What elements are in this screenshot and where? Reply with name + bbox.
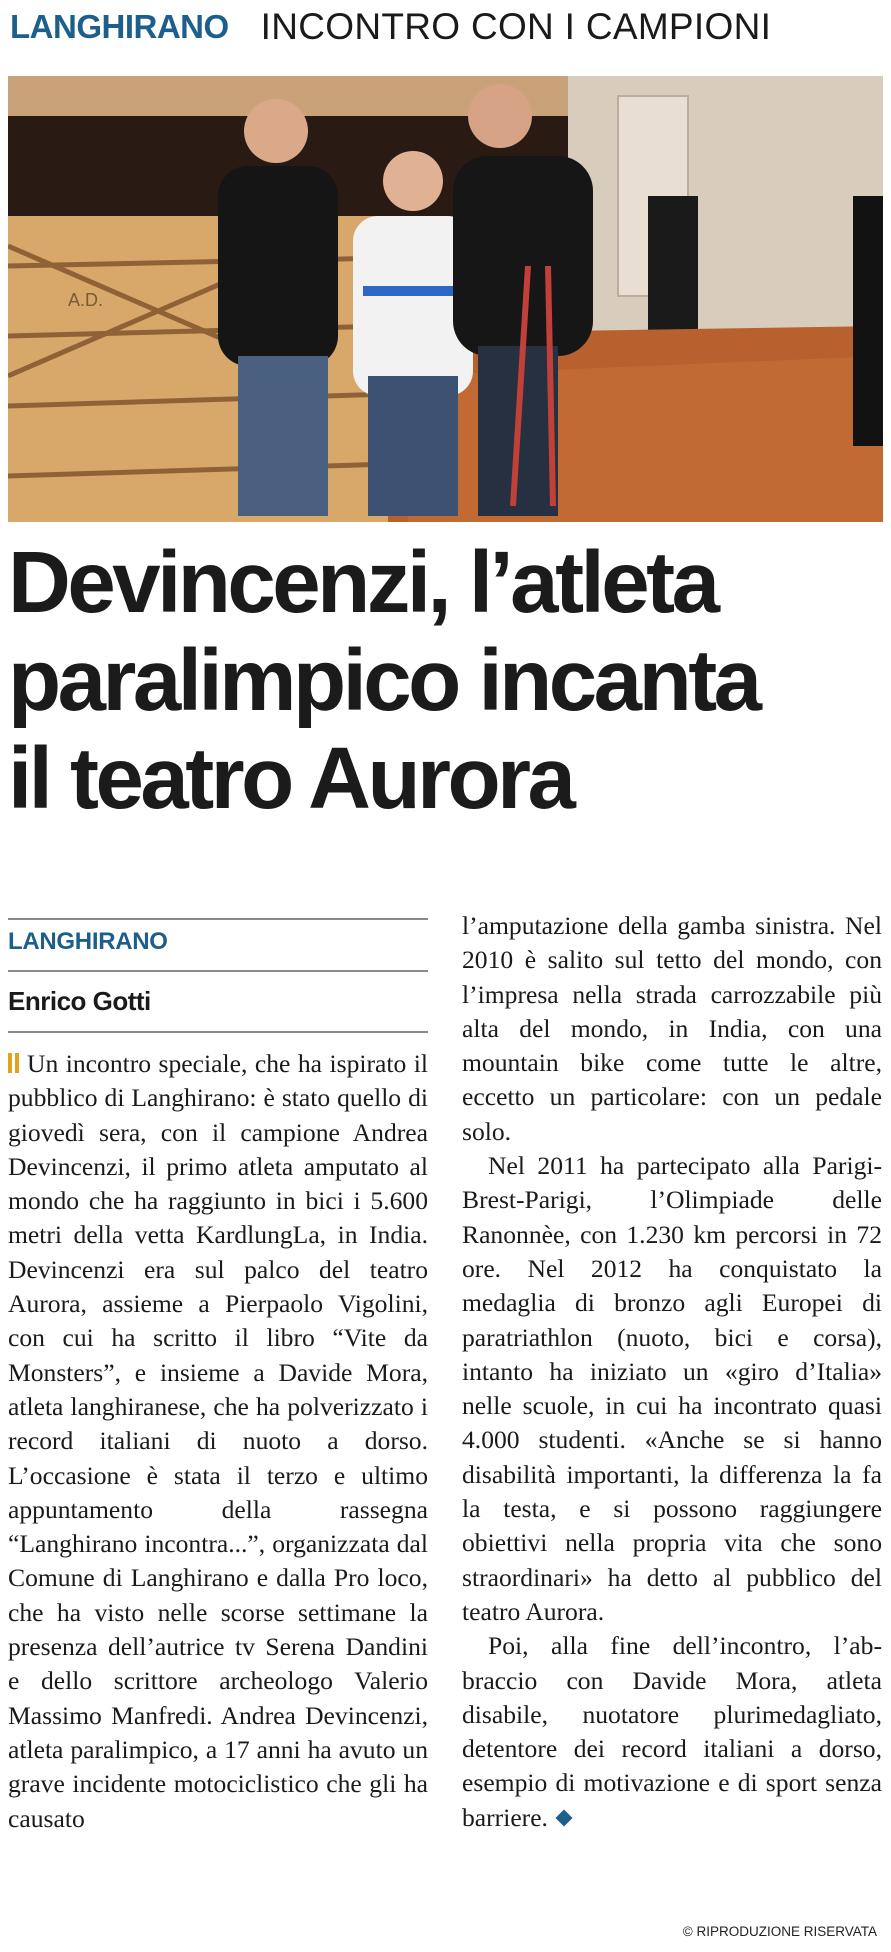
headline-line-3: il teatro Aurora: [8, 730, 573, 827]
headline-line-2: paralimpico incanta: [8, 632, 759, 729]
copyright-notice: © RIPRODUZIONE RISERVATA: [682, 1924, 877, 1939]
paragraph-final: [462, 1629, 882, 1835]
paragraph-text: Un incontro speciale, che ha ispirato il pubblico di Langhirano: è stato quello di giovedì sera, con il campione Andrea Devincenzi, il primo atleta amputato al mondo che ha raggiunto in bici i 5.600 metri della vetta KardlungLa, in India. Devincenzi era sul palco del teatro Aurora, assieme a Pierpaolo Vigolini, con cui ha scritto il libro “Vite da Monsters”, e insieme a Davide Mora, atleta langhiranese, che ha polverizzato i record italiani di nuoto a dorso. L’occasione è stata il terzo e ultimo appuntamento della rassegna “Langhirano incontra...”, organizzata dal Comune di Langhirano e dalla Pro loco, che ha visto nelle scorse settimane la presenza dell’autrice tv Serena Dandini e dello scrittore archeologo Valerio Massimo Manfredi. Andrea Devincenzi, atleta paralimpico, a 17 anni ha avuto un grave incidente motociclistico che gli ha causato: [8, 1049, 428, 1833]
section-label: LANGHIRANO: [10, 8, 229, 45]
divider-top: [8, 918, 428, 920]
headline-line-1: Devincenzi, l’atleta: [8, 534, 717, 631]
photo-illustration: [8, 76, 883, 522]
paragraph: l’amputazione della gamba sinistra. Nel 2010 è salito sul tetto del mondo, con l’impresa nella strada carrozzabile più alta del mondo, in India, con una mountain bike come tutte le altre, eccetto un particolare: con un pedale solo.: [462, 911, 882, 1146]
paragraph-lead: [8, 1047, 428, 1836]
section-kicker: INCONTRO CON I CAMPIONI: [260, 6, 772, 47]
paragraph-text: Poi, alla fine dell’incontro, l’abbraccio con Davide Mora, atleta disabile, nuotatore plurimedagliato, detentore dei record italiani a dorso, esempio di motivazione e di sport senza barriere.: [462, 1631, 882, 1832]
lead-marker: [15, 1053, 19, 1073]
lead-marker: [8, 1053, 12, 1073]
article-headline: [8, 534, 878, 828]
byline: Enrico Gotti: [8, 986, 151, 1016]
article-body-right: [462, 909, 882, 1835]
page-header: [10, 2, 771, 52]
article-body-left: [8, 1047, 428, 1836]
divider-middle: [8, 970, 428, 972]
divider-bottom: [8, 1031, 428, 1033]
article-photo: [8, 76, 883, 522]
wall-sign-text: A.D.: [68, 290, 104, 310]
paragraph: Nel 2011 ha partecipato alla Parigi-Brest-Parigi, l’Olimpiade delle Ranonnèe, con 1.230 km percorsi in 72 ore. Nel 2012 ha conquistato la medaglia di bronzo agli Europei di paratriathlon (nuoto, bici e corsa), intanto ha iniziato un «giro d’Italia» nelle scuole, in cui ha incontrato quasi 4.000 studenti. «Anche se si hanno disabilità importanti, la differenza la fa la testa, e si possono raggiungere obiettivi nella propria vita che sono straordinari» ha detto al pubblico del teatro Aurora.: [462, 1151, 882, 1626]
dateline: LANGHIRANO: [8, 928, 168, 955]
end-of-article-icon: [555, 1809, 572, 1826]
